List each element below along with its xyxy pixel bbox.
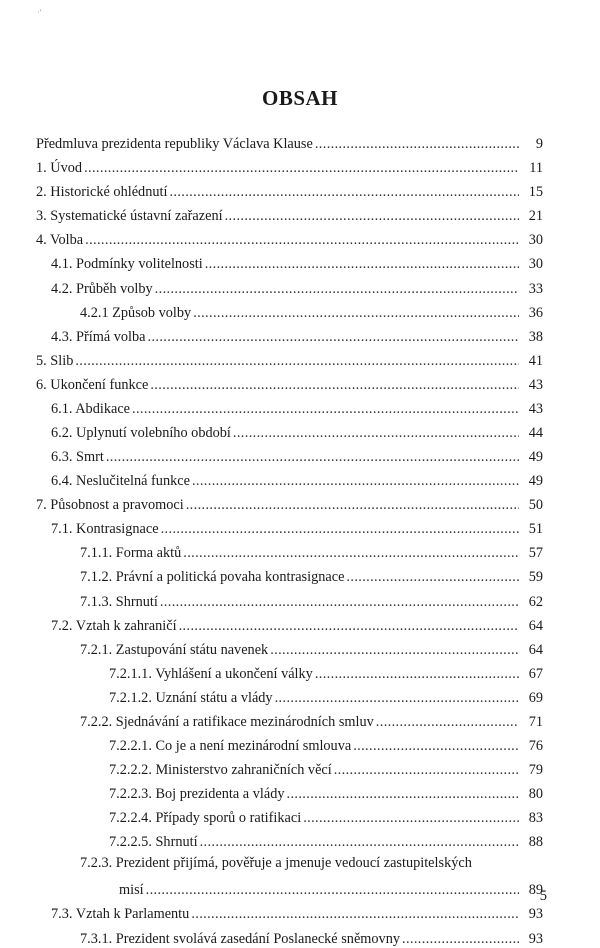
toc-entry[interactable]: [0, 514, 600, 538]
toc-entry-page: 67: [528, 665, 543, 682]
toc-entry[interactable]: [0, 394, 600, 418]
toc-entry-page: 83: [528, 810, 543, 827]
toc-entry-page: 43: [528, 376, 543, 393]
toc-entry-label: 7.1.1. Forma aktů: [80, 545, 182, 562]
toc-dot-leader: [225, 208, 519, 225]
toc-dot-leader: [161, 521, 519, 538]
toc-entry[interactable]: [0, 851, 600, 899]
toc-dot-leader: [132, 401, 519, 418]
toc-entry-label: 7.2.1.1. Vyhlášení a ukončení války: [109, 665, 313, 682]
toc-entry-label: 4.1. Podmínky volitelnosti: [51, 256, 203, 273]
toc-entry[interactable]: [0, 683, 600, 707]
toc-dot-leader: [287, 786, 520, 803]
toc-dot-leader: [155, 281, 519, 298]
toc-entry[interactable]: [0, 225, 600, 249]
toc-entry-page: 41: [528, 352, 543, 369]
toc-entry[interactable]: [0, 731, 600, 755]
toc-entry-label: 7.1.3. Shrnutí: [80, 593, 158, 610]
toc-entry[interactable]: [0, 298, 600, 322]
toc-entry[interactable]: [0, 538, 600, 562]
toc-dot-leader: [146, 882, 519, 899]
toc-dot-leader: [106, 449, 519, 466]
toc-entry-page: 69: [528, 689, 543, 706]
toc-dot-leader: [353, 738, 519, 755]
toc-entry[interactable]: [0, 707, 600, 731]
toc-dot-leader: [148, 329, 519, 346]
toc-entry-label: 7.3.1. Prezident svolává zasedání Poslanecké sněmovny: [80, 930, 401, 947]
toc-entry-page: 93: [528, 906, 543, 923]
toc-entry[interactable]: [0, 611, 600, 635]
toc-dot-leader: [192, 473, 519, 490]
toc-entry[interactable]: [0, 249, 600, 273]
toc-dot-leader: [186, 497, 519, 514]
toc-dot-leader: [275, 690, 519, 707]
toc-entry[interactable]: [0, 153, 600, 177]
toc-entry[interactable]: [0, 370, 600, 394]
toc-entry-page: 51: [528, 521, 543, 538]
toc-entry-label: 7.2.2.3. Boj prezidenta a vlády: [109, 786, 285, 803]
toc-entry-page: 93: [528, 930, 543, 947]
toc-dot-leader: [334, 762, 519, 779]
toc-entry[interactable]: [0, 803, 600, 827]
toc-entry-page: 9: [535, 136, 543, 153]
toc-entry-label: 6. Ukončení funkce: [36, 376, 149, 393]
toc-entry-label: 6.4. Neslučitelná funkce: [51, 473, 190, 490]
toc-entry-label: 2. Historické ohlédnutí: [36, 184, 168, 201]
toc-entry[interactable]: [0, 466, 600, 490]
toc-entry[interactable]: [0, 755, 600, 779]
toc-entry-page: 30: [528, 232, 543, 249]
toc-dot-leader: [150, 377, 519, 394]
toc-entry-page: 57: [528, 545, 543, 562]
toc-entry[interactable]: [0, 779, 600, 803]
scan-speck: ·': [37, 8, 42, 17]
toc-entry-label-continued: misí: [119, 882, 144, 899]
toc-entry[interactable]: [0, 490, 600, 514]
toc-entry[interactable]: [0, 659, 600, 683]
toc-dot-leader: [303, 810, 519, 827]
toc-dot-leader: [183, 545, 519, 562]
toc-dot-leader: [376, 714, 519, 731]
toc-entry-page: 71: [528, 713, 543, 730]
page-number: 5: [539, 888, 547, 904]
toc-entry-label: 7.2.2.4. Případy sporů o ratifikaci: [109, 810, 302, 827]
toc-dot-leader: [193, 305, 519, 322]
toc-entry-page: 30: [528, 256, 543, 273]
toc-dot-leader: [200, 834, 519, 851]
toc-dot-leader: [205, 256, 519, 273]
toc-entry-label: 5. Slib: [36, 352, 74, 369]
toc-entry-page: 79: [528, 762, 543, 779]
toc-entry-page: 43: [528, 400, 543, 417]
toc-entry-label: 7.2.2.2. Ministerstvo zahraničních věcí: [109, 762, 332, 779]
toc-entry-page: 38: [528, 328, 543, 345]
toc-entry[interactable]: [0, 562, 600, 586]
toc-entry[interactable]: [0, 827, 600, 851]
toc-entry[interactable]: [0, 635, 600, 659]
toc-entry[interactable]: [0, 177, 600, 201]
toc-entry-label: 7.2.1.2. Uznání státu a vlády: [109, 689, 273, 706]
table-of-contents: [0, 129, 600, 948]
toc-entry-page: 21: [528, 208, 543, 225]
toc-dot-leader: [179, 618, 519, 635]
toc-entry[interactable]: [0, 418, 600, 442]
toc-entry[interactable]: [0, 201, 600, 225]
toc-dot-leader: [84, 160, 519, 177]
toc-entry-page: 49: [528, 449, 543, 466]
toc-entry[interactable]: [0, 923, 600, 947]
toc-entry[interactable]: [0, 346, 600, 370]
toc-dot-leader: [85, 232, 519, 249]
toc-entry-label: Předmluva prezidenta republiky Václava Klause: [36, 136, 313, 153]
toc-entry-page: 76: [528, 738, 543, 755]
toc-entry[interactable]: [0, 899, 600, 923]
toc-entry-page: 36: [528, 304, 543, 321]
toc-entry-label: 7.2.2.5. Shrnutí: [109, 834, 198, 851]
toc-dot-leader: [402, 931, 519, 948]
toc-entry-label: 7.1. Kontrasignace: [51, 521, 159, 538]
toc-entry-page: 11: [529, 160, 543, 177]
toc-dot-leader: [346, 569, 519, 586]
toc-entry[interactable]: [0, 273, 600, 297]
toc-entry-label: 3. Systematické ústavní zařazení: [36, 208, 223, 225]
toc-entry-label: 7.2.1. Zastupování státu navenek: [80, 641, 269, 658]
toc-entry-page: 64: [528, 641, 543, 658]
toc-entry[interactable]: [0, 129, 600, 153]
toc-entry-label: 7.2.2. Sjednávání a ratifikace mezinárodních smluv: [80, 713, 374, 730]
toc-entry-page: 50: [528, 497, 543, 514]
toc-dot-leader: [191, 906, 519, 923]
toc-entry-page: 80: [528, 786, 543, 803]
toc-entry[interactable]: [0, 442, 600, 466]
toc-entry-page: 33: [528, 280, 543, 297]
toc-entry[interactable]: [0, 586, 600, 610]
toc-entry-page: 88: [528, 834, 543, 851]
toc-entry-label: 4.2.1 Způsob volby: [80, 304, 192, 321]
toc-entry-label: 6.2. Uplynutí volebního období: [51, 425, 231, 442]
toc-entry-label: 1. Úvod: [36, 160, 83, 177]
toc-dot-leader: [233, 425, 519, 442]
toc-dot-leader: [169, 184, 519, 201]
toc-entry-page: 62: [528, 593, 543, 610]
toc-entry-label: 6.1. Abdikace: [51, 400, 131, 417]
toc-entry-label: 4. Volba: [36, 232, 84, 249]
toc-dot-leader: [270, 642, 519, 659]
toc-entry-page: 59: [528, 569, 543, 586]
toc-entry[interactable]: [0, 322, 600, 346]
toc-dot-leader: [315, 136, 519, 153]
toc-dot-leader: [160, 594, 519, 611]
toc-entry-label: 4.2. Průběh volby: [51, 280, 153, 297]
toc-entry-label: 7.2.3. Prezident přijímá, pověřuje a jmenuje vedoucí zastupitelských: [80, 855, 472, 872]
toc-entry-page: 15: [528, 184, 543, 201]
toc-entry-label: 7.2.2.1. Co je a není mezinárodní smlouva: [109, 738, 352, 755]
page-title: OBSAH: [261, 86, 339, 110]
toc-dot-leader: [315, 666, 519, 683]
toc-entry-label: 7.1.2. Právní a politická povaha kontrasignace: [80, 569, 345, 586]
toc-dot-leader: [75, 353, 519, 370]
toc-entry-label: 7.3. Vztah k Parlamentu: [51, 906, 190, 923]
toc-entry-page: 64: [528, 617, 543, 634]
toc-entry-page: 49: [528, 473, 543, 490]
toc-entry-page: 89: [528, 882, 543, 899]
toc-entry-label: 6.3. Smrt: [51, 449, 104, 466]
toc-entry-page: 44: [528, 425, 543, 442]
toc-entry-label: 7.2. Vztah k zahraničí: [51, 617, 177, 634]
toc-entry-label: 4.3. Přímá volba: [51, 328, 146, 345]
toc-entry-label: 7. Působnost a pravomoci: [36, 497, 184, 514]
